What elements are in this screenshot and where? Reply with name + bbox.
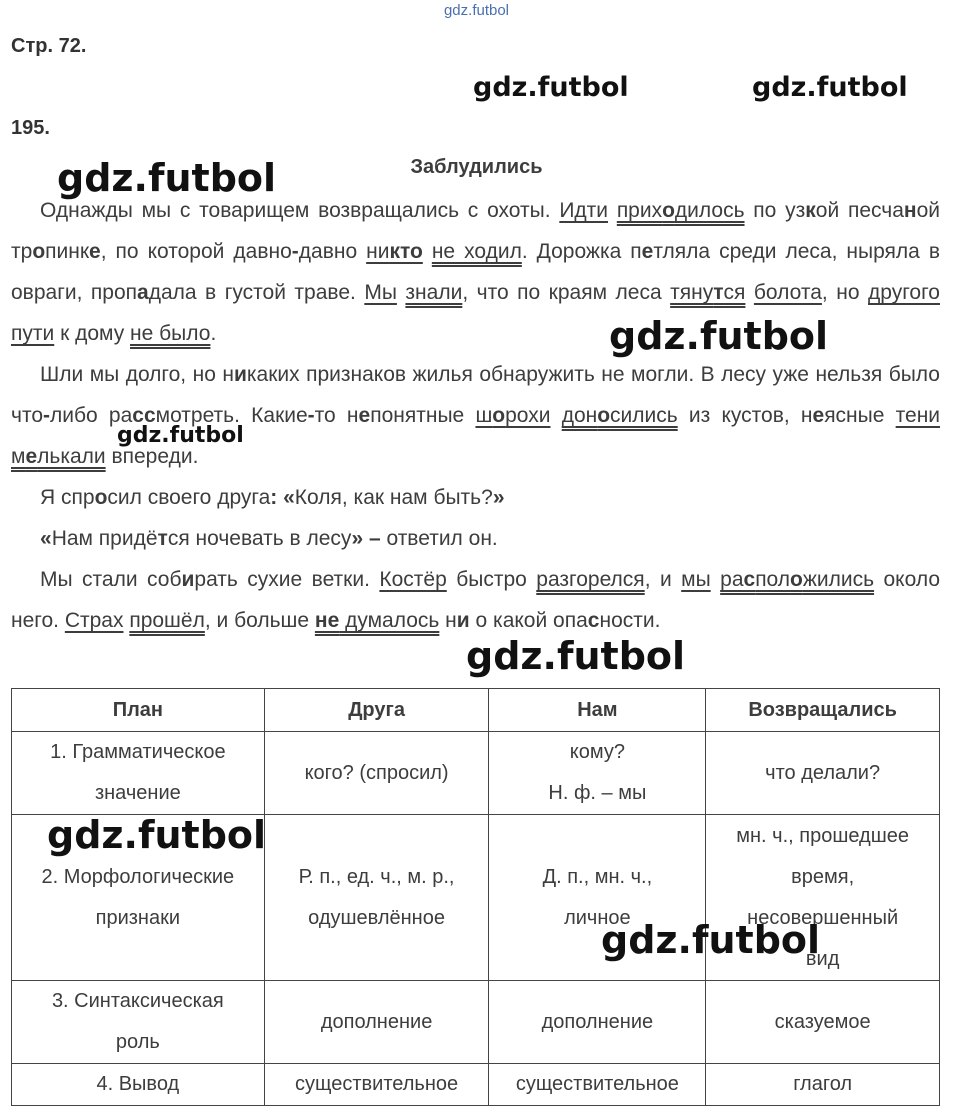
table-cell: 1. Грамматическое значение: [12, 732, 265, 815]
watermark: gdz.futbol: [466, 634, 686, 678]
table-row: [12, 981, 940, 1064]
table-cell: Р. п., ед. ч., м. р., одушевлённое: [264, 815, 489, 981]
site-header-link[interactable]: gdz.futbol: [443, 2, 510, 19]
table-cell: существительное: [489, 1064, 706, 1106]
table-cell: глагол: [706, 1064, 940, 1106]
table-cell: сказуемое: [706, 981, 940, 1064]
table-cell: дополнение: [489, 981, 706, 1064]
table-cell: мн. ч., прошедшее время, несовершенный вид: [706, 815, 940, 981]
paragraph-2: Шли мы долго, но никаких признаков жилья обнаружить не могли. В лесу уже нельзя было что-либо рассмотреть. Какие-то непонятные шорохи доносились из кустов, неясные тени мелькали впереди.: [11, 363, 941, 468]
paragraph-5: Мы стали собирать сухие ветки. Костёр быстро разгорелся, и мы расположились около него. Страх прошёл, и больше не думалось ни о какой опасности.: [11, 568, 940, 632]
table-cell: существительное: [264, 1064, 489, 1106]
table-row: [12, 1064, 940, 1106]
paragraph-1: Однажды мы с товарищем возвращались с охоты. Идти приходилось по узкой песчаной тропинке, по которой давно-давно никто не ходил. Дорожка петляла среди леса, ныряла в овраги, пропадала в густой траве. Мы знали, что по краям леса тянутся болота, но другого пути к дому не было.: [11, 199, 940, 345]
table-cell: 3. Синтаксическая роль: [12, 981, 265, 1064]
table-cell: дополнение: [264, 981, 489, 1064]
exercise-text: [11, 190, 940, 641]
paragraph-3: Я спросил своего друга: «Коля, как нам быть?»: [40, 486, 505, 509]
watermark: gdz.futbol: [47, 813, 267, 857]
paragraph-4: «Нам придётся ночевать в лесу» – ответил он.: [40, 527, 498, 550]
table-row: [12, 732, 940, 815]
watermark: gdz.futbol: [57, 156, 277, 200]
header-druga: Друга: [264, 689, 489, 732]
header-nam: Нам: [489, 689, 706, 732]
watermark: gdz.futbol: [752, 72, 908, 103]
watermark: gdz.futbol: [117, 423, 244, 448]
table-cell: что делали?: [706, 732, 940, 815]
table-cell: 4. Вывод: [12, 1064, 265, 1106]
analysis-table: [11, 688, 940, 1106]
watermark: gdz.futbol: [609, 314, 829, 358]
table-cell: Д. п., мн. ч., личное: [489, 815, 706, 981]
header-plan: План: [12, 689, 265, 732]
text-title: Заблудились: [410, 156, 543, 178]
table-cell: 2. Морфологические признаки: [12, 815, 265, 981]
watermark: gdz.futbol: [601, 918, 821, 962]
exercise-number: 195.: [11, 117, 50, 139]
page-label: Стр. 72.: [11, 35, 87, 57]
header-vozvrashchalis: Возвращались: [706, 689, 940, 732]
watermark: gdz.futbol: [473, 72, 629, 103]
table-header-row: [12, 689, 940, 732]
table-cell: кому? Н. ф. – мы: [489, 732, 706, 815]
table-cell: кого? (спросил): [264, 732, 489, 815]
